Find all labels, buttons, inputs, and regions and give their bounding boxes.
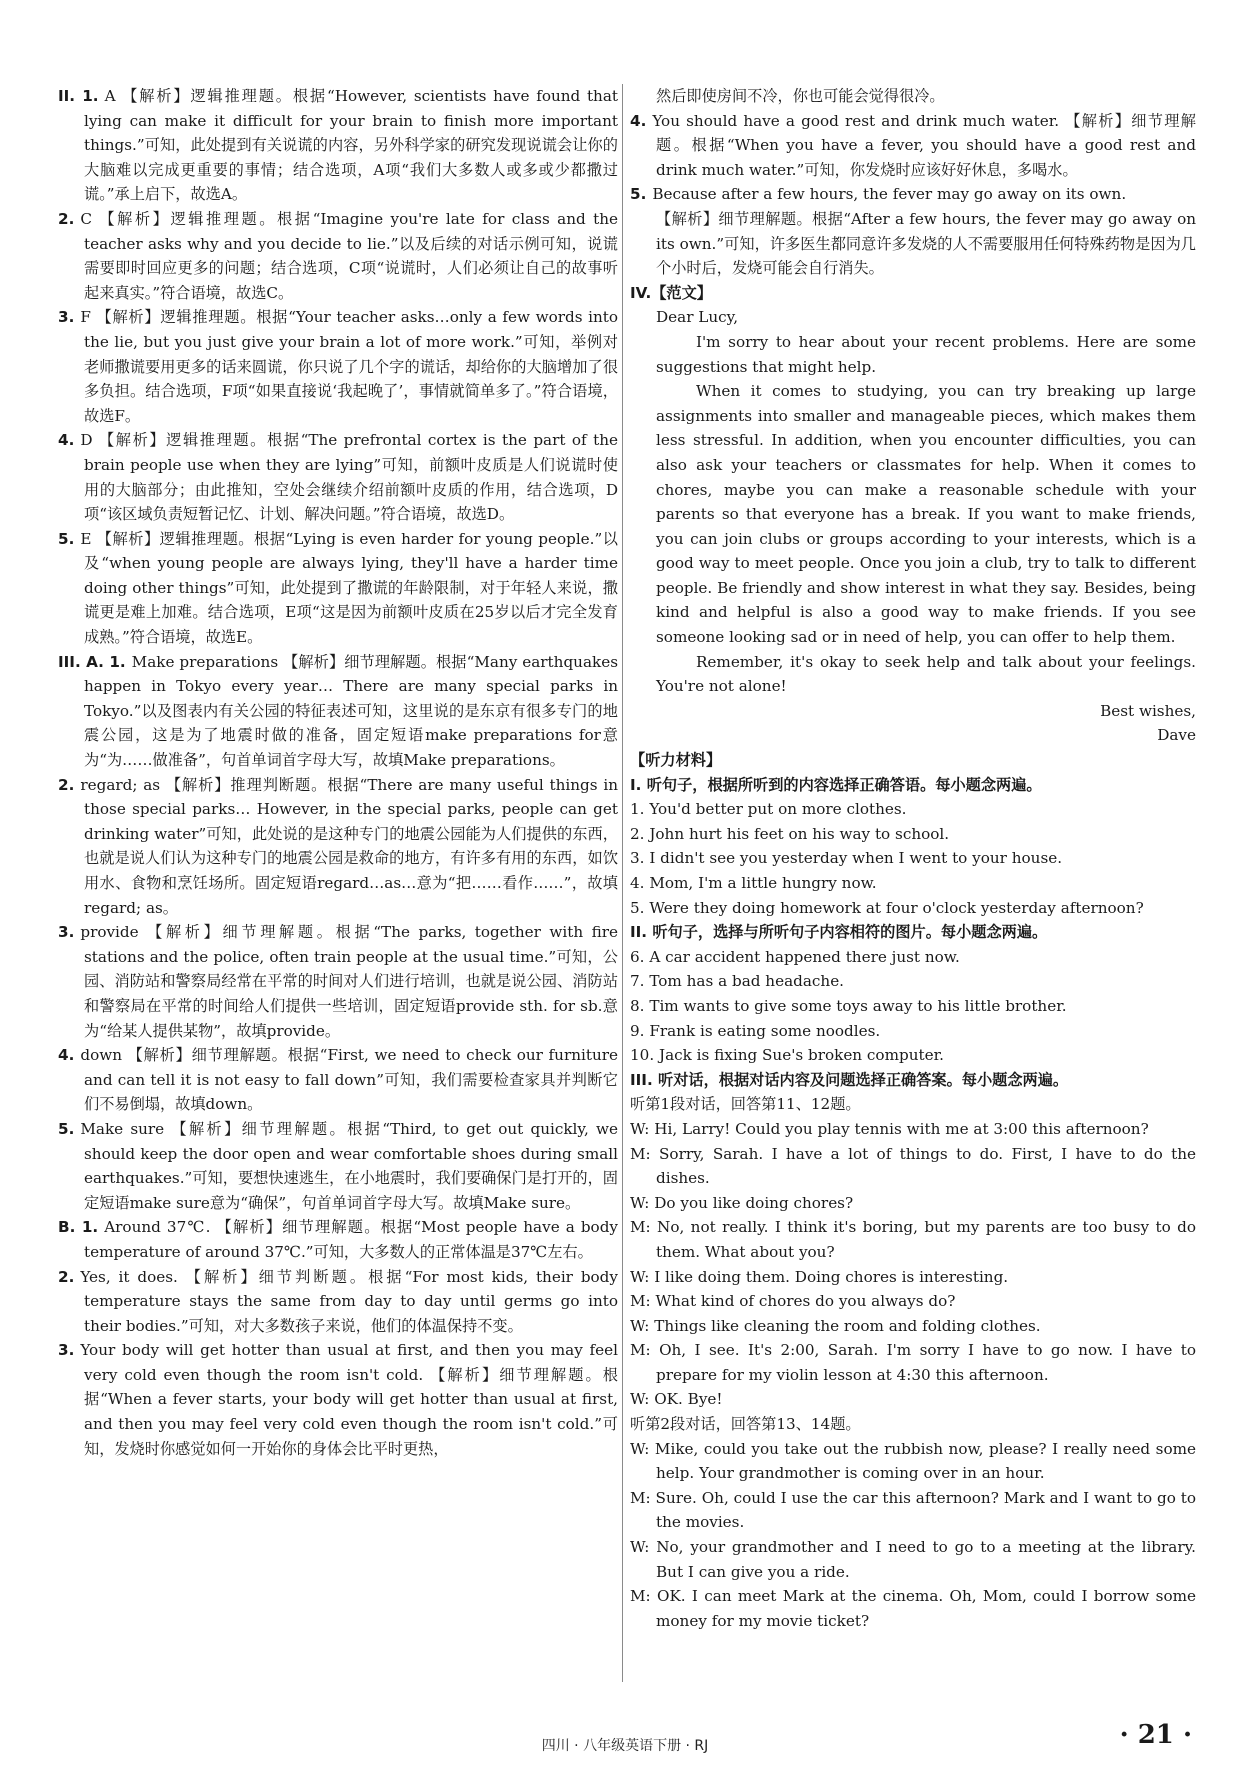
- essay-paragraph: When it comes to studying, you can try breaking up large assignments into smaller and manageable pieces, which makes them less stressful. In addition, when you encounter difficulties, you can also ask your teachers or classmates for help. When it comes to chores, maybe you can make a reasonable schedule with your parents so that everyone has a break. If you want to make friends, you can join clubs or groups according to your interests, which is a good way to meet people. Once you join a club, try to talk to different people. Be friendly and show interest in what they say. Besides, being kind and helpful is also a good way to make friends. If you see someone looking sad or in need of help, you can offer to help them.: [656, 382, 1196, 647]
- dialog-line: W: I like doing them. Doing chores is interesting.: [630, 1267, 1009, 1286]
- right-column: [630, 84, 1196, 1633]
- answer-item: [58, 650, 618, 773]
- column-divider: [622, 84, 623, 1682]
- sentence-list: [630, 945, 1196, 1068]
- listening-heading: 【听力材料】: [630, 751, 722, 770]
- item-number: B. 1.: [58, 1218, 99, 1237]
- listening-sentence: 1. You'd better put on more clothes.: [630, 800, 907, 819]
- item-number: 3.: [58, 1341, 75, 1360]
- listening-sentence: 3. I didn't see you yesterday when I went to your house.: [630, 849, 1063, 868]
- dialog-line: W: Hi, Larry! Could you play tennis with me at 3:00 this afternoon?: [630, 1119, 1149, 1138]
- answer-item: [58, 920, 618, 1043]
- answer-item: [58, 773, 618, 921]
- item-text: E 【解析】逻辑推理题。根据“Lying is even harder for young people.”以及“when young people are always lying, they'll have a harder time doing other things”可知，此处提到了撒谎的年龄限制，对于年轻人来说，撒谎更是难上加难。结合选项，E项“这是因为前额叶皮质在25岁以后才完全发育成熟。”符合语境，故选E。: [80, 529, 618, 647]
- essay-paragraph: I'm sorry to hear about your recent problems. Here are some suggestions that might help.: [656, 332, 1196, 376]
- dialog-1: [630, 1117, 1196, 1412]
- essay-closing: Best wishes,: [1100, 701, 1196, 720]
- item-number: 3.: [58, 923, 75, 942]
- listening-sentence: 7. Tom has a bad headache.: [630, 972, 845, 991]
- item-text: A 【解析】逻辑推理题。根据“However, scientists have found that lying can make it difficult for your brain to finish more important things.”可知，此处提到有关说谎的内容，另外科学家的研究发现说谎会让你的大脑难以完成更重要的事情；结合选项，A项“我们大多数人或多或少都撒过谎。”承上启下，故选A。: [84, 87, 618, 204]
- page-number: · 21 ·: [1119, 1720, 1192, 1750]
- item-number: 5.: [58, 529, 75, 548]
- item-number: 2.: [58, 775, 75, 794]
- model-essay: [630, 281, 1196, 748]
- item-text: Your body will get hotter than usual at first, and then you may feel very cold even though the room isn't cold. 【解析】细节理解题。根据“When a fever starts, your body will get hotter than usual at first, and then you may feel very cold even though the room isn't cold.”可知，发烧时你感觉如何一开始你的身体会比平时更热，: [80, 1341, 618, 1458]
- listening-material: [630, 748, 1196, 1633]
- item-number: 5.: [58, 1119, 75, 1138]
- dialog-line: M: What kind of chores do you always do?: [630, 1292, 956, 1311]
- listening-sentence: 8. Tim wants to give some toys away to his little brother.: [630, 996, 1067, 1015]
- item-text: Because after a few hours, the fever may go away on its own.: [652, 185, 1127, 204]
- answer-item: [58, 305, 618, 428]
- answer-item: [58, 1338, 618, 1461]
- dialog-line: W: Mike, could you take out the rubbish now, please? I really need some help. Your grandmother is coming over in an hour.: [630, 1439, 1196, 1483]
- item-text: You should have a good rest and drink much water. 【解析】细节理解题。根据“When you have a fever, you should have a good rest and drink much water.”可知，你发烧时应该好好休息，多喝水。: [652, 111, 1196, 179]
- page-footer: 四川 · 八年级英语下册 · RJ: [541, 1738, 709, 1754]
- dialog-intro: 听第1段对话，回答第11、12题。: [630, 1095, 861, 1114]
- answer-item: [58, 1215, 618, 1264]
- dialog-line: W: Things like cleaning the room and folding clothes.: [630, 1316, 1041, 1335]
- listening-sentence: 5. Were they doing homework at four o'clock yesterday afternoon?: [630, 898, 1144, 917]
- item-number: 3.: [58, 308, 75, 327]
- answer-item: [58, 527, 618, 650]
- essay-signature: Dave: [1157, 726, 1196, 745]
- dialog-line: M: No, not really. I think it's boring, but my parents are too busy to do them. What about you?: [630, 1218, 1196, 1261]
- dialog-line: M: Sure. Oh, could I use the car this afternoon? Mark and I want to go to the movies.: [630, 1488, 1196, 1532]
- item-explanation: 【解析】细节理解题。根据“After a few hours, the fever may go away on its own.”可知，许多医生都同意许多发烧的人不需要服用任何特殊药物是因为几个小时后，发烧可能会自行消失。: [656, 209, 1196, 278]
- dialog-line: W: No, your grandmother and I need to go to a meeting at the library. But I can give you a ride.: [630, 1538, 1196, 1581]
- answer-item: [58, 207, 618, 305]
- listening-sentence: 6. A car accident happened there just now.: [630, 947, 960, 966]
- essay-salutation: Dear Lucy,: [656, 308, 739, 327]
- listening-sentence: 10. Jack is fixing Sue's broken computer.: [630, 1046, 944, 1065]
- answer-item: [58, 1117, 618, 1215]
- dialog-line: M: Oh, I see. It's 2:00, Sarah. I'm sorry I have to go now. I have to prepare for my violin lesson at 4:30 this afternoon.: [630, 1341, 1196, 1384]
- section-title: I. 听句子，根据所听到的内容选择正确答语。每小题念两遍。: [630, 775, 1042, 794]
- item-number: III. A. 1.: [58, 652, 126, 671]
- dialog-2: [630, 1437, 1196, 1634]
- continued-text: 然后即使房间不冷，你也可能会觉得很冷。: [656, 87, 945, 105]
- listening-sentence: 2. John hurt his feet on his way to school.: [630, 824, 950, 843]
- essay-heading: IV.【范文】: [630, 283, 712, 302]
- listening-sentence: 9. Frank is eating some noodles.: [630, 1021, 881, 1040]
- dialog-line: W: OK. Bye!: [630, 1390, 723, 1409]
- item-text: provide 【解析】细节理解题。根据“The parks, together with fire stations and the police, often train people at the usual time.”可知，公园、消防站和警察局经常在平常的时间对人们进行培训，也就是说公园、消防站和警察局在平常的时间给人们提供一些培训，固定短语provide sth. for sb.意为“给某人提供某物”，故填provide。: [80, 923, 618, 1040]
- item-text: regard; as 【解析】推理判断题。根据“There are many useful things in those special parks… However, in the special parks, people can get drinking water”可知，此处说的是这种专门的地震公园能为人们提供的东西，也就是说人们认为这种专门的地震公园是救命的地方，有许多有用的东西，如饮用水、食物和烹饪场所。固定短语regard…as…意为“把……看作……”，故填regard; as。: [80, 775, 618, 917]
- sentence-list: [630, 797, 1196, 920]
- left-column: [58, 84, 618, 1461]
- item-text: Make sure 【解析】细节理解题。根据“Third, to get out quickly, we should keep the door open and wear comfortable shoes during small earthquakes.”可知，要想快速逃生，在小地震时，我们要确保门是打开的，固定短语make sure意为“确保”，句首单词首字母大写。故填Make sure。: [80, 1119, 618, 1212]
- item-number: 2.: [58, 1267, 75, 1286]
- answer-item: [630, 109, 1196, 183]
- item-text: Around 37℃. 【解析】细节理解题。根据“Most people have a body temperature of around 37℃.”可知，大多数人的正常体温是37℃左右。: [84, 1218, 618, 1261]
- item-text: C 【解析】逻辑推理题。根据“Imagine you're late for class and the teacher asks why and you decide to lie.”以及后续的对话示例可知，说谎需要即时回应更多的问题；结合选项，C项“说谎时，人们必须让自己的故事听起来真实。”符合语境，故选C。: [80, 209, 618, 302]
- section-title: II. 听句子，选择与所听句子内容相符的图片。每小题念两遍。: [630, 923, 1048, 942]
- item-text: down 【解析】细节理解题。根据“First, we need to check our furniture and can tell it is not easy to fall down”可知，我们需要检查家具并判断它们不易倒塌，故填down。: [80, 1046, 618, 1114]
- item-text: Make preparations 【解析】细节理解题。根据“Many earthquakes happen in Tokyo every year… There are many special parks in Tokyo.”以及图表内有关公园的特征表述可知，这里说的是东京有很多专门的地震公园，这是为了地震时做的准备，固定短语make preparations for意为“为……做准备”，句首单词首字母大写，故填Make preparations。: [84, 652, 618, 770]
- dialog-intro: 听第2段对话，回答第13、14题。: [630, 1415, 861, 1434]
- essay-paragraph: Remember, it's okay to seek help and talk about your feelings. You're not alone!: [656, 652, 1196, 696]
- item-number: 4.: [58, 431, 75, 450]
- answer-item: [58, 1043, 618, 1117]
- answer-item: [630, 182, 1196, 207]
- item-number: 4.: [58, 1046, 75, 1065]
- listening-sentence: 4. Mom, I'm a little hungry now.: [630, 874, 877, 892]
- item-text: Yes, it does. 【解析】细节判断题。根据“For most kids, their body temperature stays the same from day to day until germs go into their bodies.”可知，对大多数孩子来说，他们的体温保持不变。: [80, 1267, 618, 1335]
- answer-item: [58, 428, 618, 526]
- answer-item: [58, 1265, 618, 1339]
- item-number: II. 1.: [58, 87, 99, 105]
- item-text: F 【解析】逻辑推理题。根据“Your teacher asks…only a few words into the lie, but you just give your brain a lot of more work.”可知，举例对老师撒谎要用更多的话来圆谎，你只说了几个字的谎话，却给你的大脑增加了很多负担。结合选项，F项“如果直接说‘我起晚了’，事情就简单多了。”符合语境，故选F。: [80, 308, 618, 425]
- answer-item: [58, 84, 618, 207]
- item-number: 5.: [630, 185, 647, 204]
- dialog-line: M: Sorry, Sarah. I have a lot of things to do. First, I have to do the dishes.: [630, 1144, 1196, 1188]
- item-number: 2.: [58, 209, 75, 228]
- section-title: III. 听对话，根据对话内容及问题选择正确答案。每小题念两遍。: [630, 1070, 1069, 1089]
- item-text: D 【解析】逻辑推理题。根据“The prefrontal cortex is the part of the brain people use when they are lying”可知，前额叶皮质是人们说谎时使用的大脑部分；由此推知，空处会继续介绍前额叶皮质的作用，结合选项，D项“该区域负责短暂记忆、计划、解决问题。”符合语境，故选D。: [80, 431, 618, 524]
- dialog-line: W: Do you like doing chores?: [630, 1193, 854, 1212]
- item-number: 4.: [630, 111, 647, 130]
- dialog-line: M: OK. I can meet Mark at the cinema. Oh, Mom, could I borrow some money for my movie ticket?: [630, 1587, 1196, 1630]
